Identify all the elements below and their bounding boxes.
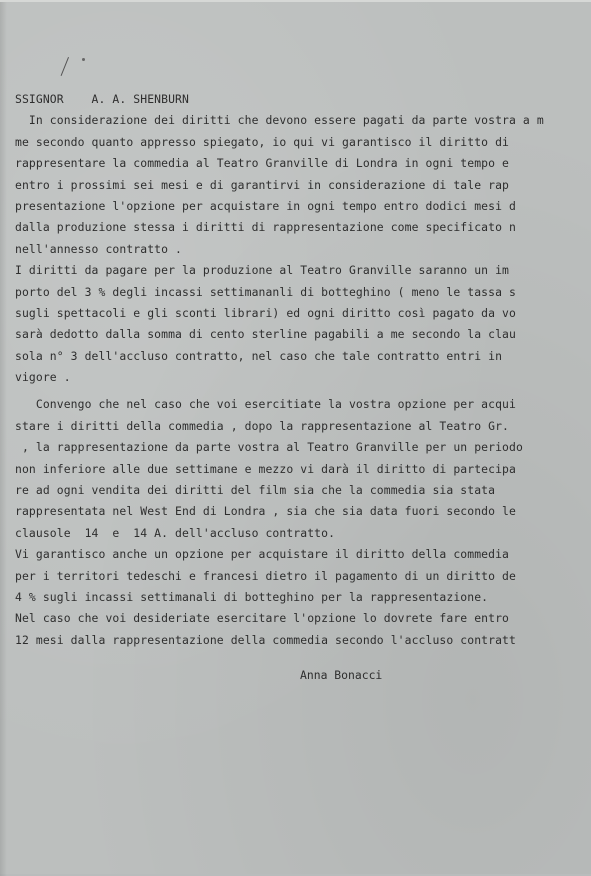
text-line: Vi garantisco anche un opzione per acquistare il diritto della commedia [15, 547, 509, 562]
text-line: clausole 14 e 14 A. dell'accluso contratto. [15, 525, 336, 540]
text-line: vigore . [15, 370, 71, 385]
text-line: entro i prossimi sei mesi e di garantirvi in considerazione di tale rap [15, 177, 509, 192]
text-line: nell'annesso contratto . [15, 241, 182, 256]
signature: Anna Bonacci [300, 668, 383, 682]
letter-body [15, 89, 591, 651]
text-line: , la rappresentazione da parte vostra al Teatro Granville per un periodo [15, 440, 523, 455]
text-line: 12 mesi dalla rappresentazione della commedia secondo l'accluso contratt [15, 632, 516, 647]
text-line: I diritti da pagare per la produzione al Teatro Granville saranno un im [15, 263, 509, 278]
pencil-mark [61, 57, 77, 79]
text-line: Nel caso che voi desideriate esercitare l'opzione lo dovrete fare entro [15, 611, 509, 626]
text-line: dalla produzione stessa i diritti di rappresentazione come specificato n [15, 220, 516, 235]
text-line: In considerazione dei diritti che devono essere pagati da parte vostra a m [15, 113, 544, 128]
text-line: rappresentata nel West End di Londra , sia che sia data fuori secondo le [15, 504, 516, 519]
text-line: non inferiore alle due settimane e mezzo vi darà il diritto di partecipa [15, 461, 516, 476]
salutation: SSIGNOR A. A. SHENBURN [15, 92, 189, 106]
pencil-dot [82, 58, 85, 61]
text-line: sola n° 3 dell'accluso contratto, nel caso che tale contratto entri in [15, 348, 503, 363]
text-line: re ad ogni vendita dei diritti del film sia che la commedia sia stata [15, 483, 496, 498]
text-line: sugli spettacoli e gli sconti librari) ed ogni diritto così pagato da vo [15, 305, 516, 320]
text-line: Convengo che nel caso che voi esercitiate la vostra opzione per acqui [15, 397, 516, 412]
text-line: me secondo quanto appresso spiegato, io qui vi garantisco il diritto di [15, 134, 509, 149]
text-line: rappresentare la commedia al Teatro Granville di Londra in ogni tempo e [15, 156, 509, 171]
text-line: sarà dedotto dalla somma di cento sterline pagabili a me secondo la clau [15, 327, 516, 342]
text-line: presentazione l'opzione per acquistare in ogni tempo entro dodici mesi d [15, 198, 516, 213]
text-line: stare i diritti della commedia , dopo la rappresentazione al Teatro Gr. [15, 418, 509, 433]
text-line: porto del 3 % degli incassi settimananli di botteghino ( meno le tassa s [15, 284, 516, 299]
text-line: per i territori tedeschi e francesi dietro il pagamento di un diritto de [15, 568, 516, 583]
text-line: 4 % sugli incassi settimanali di botteghino per la rappresentazione. [15, 589, 489, 604]
